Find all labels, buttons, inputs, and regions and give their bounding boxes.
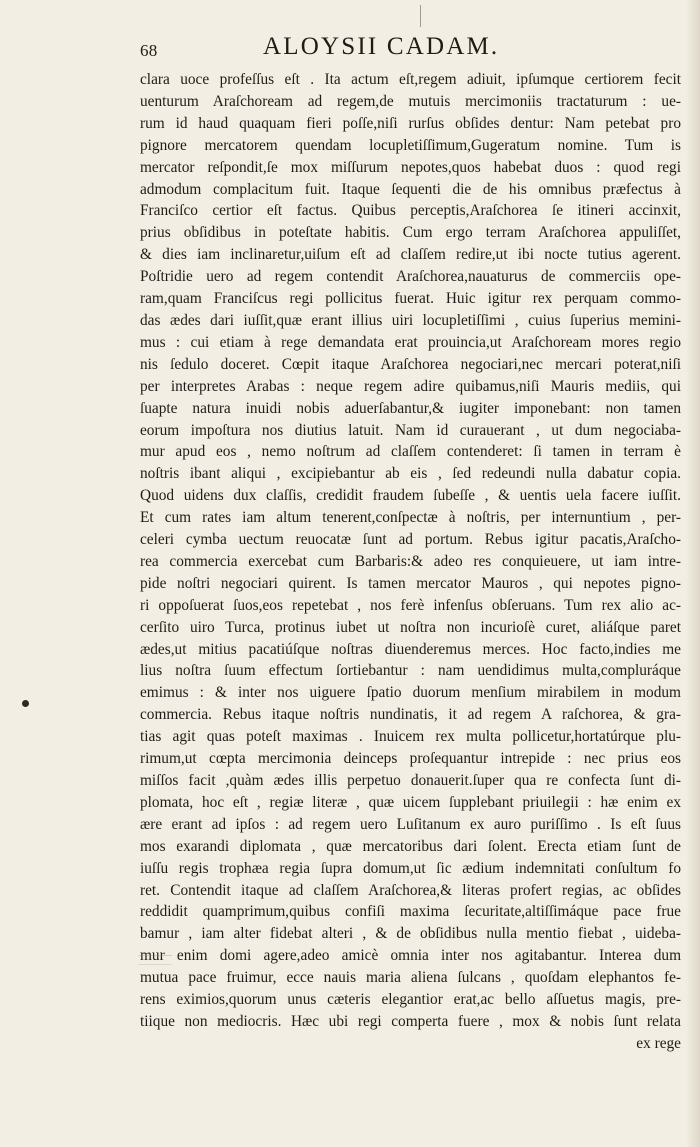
text-line: eorum impoſtura nos diutius latuit. Nam id curauerant , ut dum negociaba- (140, 421, 681, 439)
text-line: mur apud eos , nemo noſtrum ad claſſem contenderet: ſi tamen in terram è (140, 443, 681, 461)
text-line: mutua pace fruimur, ecce nauis maria aliena ſulcans , quoſdam elephantos fe- (140, 969, 681, 987)
text-line: uenturum Araſchoream ad regem,de mutuis mercimoniis tractaturum : ue- (140, 92, 681, 110)
text-line: per interpretes Arabas : neque regem adire quibamus,niſi Mauris mediis, qui (140, 377, 681, 395)
text-line: tiique non mediocris. Hæc ubi regi comperta fuere , mox & nobis ſunt relata (140, 1012, 681, 1030)
text-line: rum id haud quaquam fieri poſſe,niſi rurſus obſides dentur: Nam petebat pro (140, 114, 681, 132)
text-line: ram,quam Franciſcus regi pollicitus fuerat. Huic igitur rex perquam commo- (140, 290, 681, 308)
text-line: pignore mercatorem quendam locupletiſſimum,Gugeratum nomine. Tum is (140, 136, 681, 154)
text-line: rens eximios,quorum unus cæteris elegantior erat,ac bello aſſuetus magis, pre- (140, 991, 681, 1009)
text-line: clara uoce profeſſus eſt . Ita actum eſt,regem adiuit, ipſumque certiorem fecit (140, 71, 681, 88)
text-line: plomata, hoc eſt , regiæ literæ , quæ uicem ſupplebant priuilegii : hæ enim ex (140, 793, 681, 811)
text-line: ret. Contendit itaque ad claſſem Araſchorea,& literas profert regias, ac obſides (140, 881, 681, 899)
faint-bleed-mark (138, 955, 172, 965)
text-line: tias agit quas poteſt maximas . Inuicem rex multa pollicetur,hortatúrque plu- (140, 728, 681, 746)
text-line: lius noſtra ſuum effectum ſortiebantur : nam uendidimus multa,compluráque (140, 662, 681, 680)
text-line: ri oppoſuerat ſuos,eos repetebat , nos ferè infenſus obſeruans. Tum rex alio ac- (140, 596, 681, 614)
text-line: reddidit quamprimum,quibus confiſi maxima ſecuritate,altiſſimáque pace frue (140, 903, 681, 921)
text-line: celeri cymba uectum reuocatæ ſunt ad portum. Rebus igitur pacatis,Araſcho- (140, 531, 681, 549)
text-line: rimum,ut cœpta mercimonia deinceps proſequantur intrepide : nec prius eos (140, 750, 681, 768)
running-head: ALOYSII CADAM. (263, 33, 500, 60)
text-line: prius obſidibus in poteſtate habitis. Cum ergo terram Araſchorea appuliſſet, (140, 224, 681, 242)
text-line: Quod uidens dux claſſis, credidit fraudem ſubeſſe , & uentis uela facere iuſſit. (140, 487, 681, 505)
text-line: Franciſco certior eſt factus. Quibus perceptis,Araſchorea ſe itineri accinxit, (140, 202, 681, 220)
text-line: Poſtridie uero ad regem contendit Araſchorea,nauaturus de commerciis ope- (140, 268, 681, 286)
text-line: nis ſedulo doceret. Cœpit itaque Araſchorea negociari,nec mercari poterat,niſi (140, 355, 681, 373)
margin-dot (22, 700, 29, 707)
text-line: Et cum rates iam altum tenerent,conſpectæ à noſtris, per internuntium , per- (140, 509, 681, 527)
text-line: noſtris ibant aliqui , excipiebantur ab eis , ſed redeundi nulla dabatur copia. (140, 465, 681, 483)
text-line: ſuapte natura inuidi nobis aduerſabantur,& iugiter imponebant: non tamen (140, 399, 681, 417)
text-line: das ædes dari iuſſit,quæ erant illius uiri locupletiſſimi , cuius ſuperius memini- (140, 311, 681, 329)
text-line: & dies iam inclinaretur,uiſum eſt ad claſſem redire,ut ibi nocte tutius agerent. (140, 246, 681, 264)
text-line: iuſſu regis trophæa regia ſupra domum,ut ſic ædium indemnitati conſultum fo (140, 859, 681, 877)
text-line: commercia. Rebus itaque noſtris nundinatis, it ad regem A raſchorea, & gra- (140, 706, 681, 724)
text-line: cerſito uiro Turca, protinus iubet ut noſtra non incurioſè curet, aliáſque paret (140, 618, 681, 636)
text-line: mos exarandi diplomata , quæ mercatoribus dari ſolent. Erecta etiam ſunt de (140, 837, 681, 855)
text-line: ædes,ut mitius pacatiúſque noſtras diuenderemus merces. Hoc facto,indies me (140, 640, 681, 658)
text-line: rea commercia exercebat cum Barbaris:& adeo res conquieuere, ut iam intre- (140, 552, 681, 570)
text-line: emimus : & inter nos uiguere ſpatio duorum menſium mirabilem in modum (140, 684, 681, 702)
catchword: ex rege (636, 1034, 681, 1052)
paper-crease (420, 5, 421, 27)
page-number: 68 (140, 41, 158, 60)
text-line: miſſos facit ,quàm ædes illis perpetuo donauerit.ſuper qua re confecta ſunt di- (140, 772, 681, 789)
text-line: ære erant ad ipſos : ad regem uero Luſitanum ex auro puriſſimo . Is eſt ſuus (140, 815, 681, 833)
text-line: pide noſtri negociari quirent. Is tamen mercator Mauros , qui nepotes pigno- (140, 574, 681, 592)
text-line: bamur , iam alter fidebat alteri , & de obſidibus nulla mentio fiebat , uideba- (140, 925, 681, 943)
text-line: admodum complacitum fuit. Itaque ſequenti die de his omnibus præfectus à (140, 180, 681, 198)
text-line: mur enim domi agere,adeo amicè omnia inter nos agitabantur. Interea dum (140, 947, 681, 965)
text-line: mercator reſpondit,ſe mox miſſurum nepotes,quos habebat duos : quod regi (140, 158, 681, 176)
body-text (140, 69, 681, 1055)
text-line: mus : cui etiam à rege demandata erat prouincia,ut Araſchoream mores regio (140, 333, 681, 351)
page-header (140, 34, 680, 66)
